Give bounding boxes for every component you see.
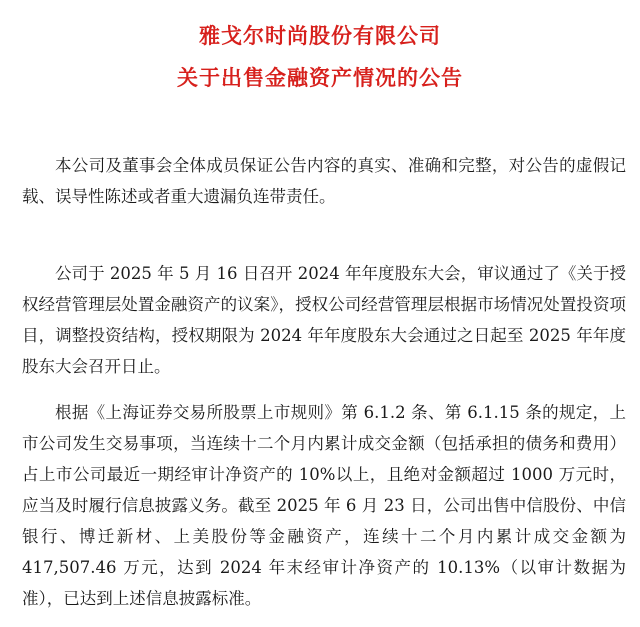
company-title: 雅戈尔时尚股份有限公司: [199, 23, 441, 48]
disclosure-paragraph: 根据《上海证券交易所股票上市规则》第 6.1.2 条、第 6.1.15 条的规定，上市公司发生交易事项，当连续十二个月内累计成交金额（包括承担的债务和费用）占上市公司最近一期经审计净资产的 10%以上，且绝对金额超过 1000 万元时，应当及时履行信息披露义务。截至 2025 年 6 月 23 日，公司出售中信股份、中信银行、博迁新材、上美股份等金融资产，连续十二个月内累计成交金额为 417,507.46 万元，达到 2024 年末经审计净资产的 10.13%（以审计数据为准），已达到上述信息披露标准。: [22, 403, 626, 608]
authorization-paragraph: 公司于 2025 年 5 月 16 日召开 2024 年年度股东大会，审议通过了《关于授权经营管理层处置金融资产的议案》，授权公司经营管理层根据市场情况处置投资项目，调整投资结构，授权期限为 2024 年年度股东大会通过之日起至 2025 年年度股东大会召开日止。: [22, 264, 626, 376]
announcement-title: 关于出售金融资产情况的公告: [177, 65, 463, 90]
disclaimer-paragraph: 本公司及董事会全体成员保证公告内容的真实、准确和完整，对公告的虚假记载、误导性陈述或者重大遗漏负连带责任。: [22, 156, 626, 206]
